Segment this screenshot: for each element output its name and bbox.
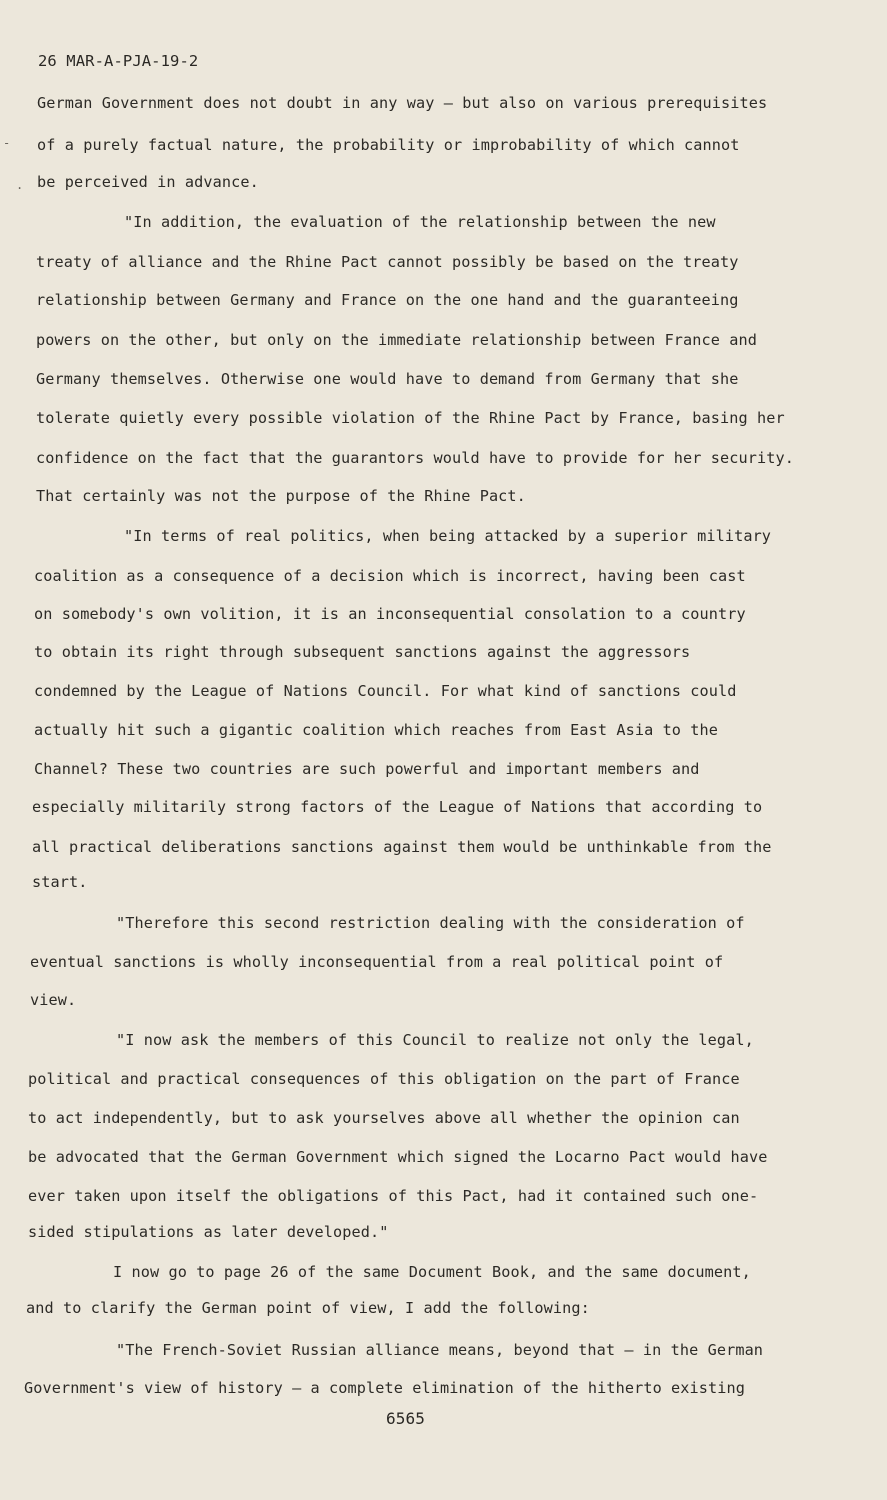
text-line: condemned by the League of Nations Council. For what kind of sanctions could [34,682,737,700]
text-line: tolerate quietly every possible violation of the Rhine Pact by France, basing her [36,409,785,427]
text-line: eventual sanctions is wholly inconsequential from a real political point of [30,953,724,971]
document-reference: 26 MAR-A-PJA-19-2 [38,52,199,70]
text-line: Channel? These two countries are such powerful and important members and [34,760,700,778]
text-line: start. [32,873,88,891]
text-line: on somebody's own volition, it is an inconsequential consolation to a country [34,605,746,623]
margin-mark: . [16,178,24,192]
text-line: be perceived in advance. [37,173,259,191]
text-line: treaty of alliance and the Rhine Pact cannot possibly be based on the treaty [36,253,739,271]
text-line: "I now ask the members of this Council to realize not only the legal, [116,1031,754,1049]
page-number: 6565 [386,1409,425,1428]
text-line: to act independently, but to ask yourselves above all whether the opinion can [28,1109,740,1127]
text-line: relationship between Germany and France on the one hand and the guaranteeing [36,291,739,309]
text-line: "Therefore this second restriction dealing with the consideration of [116,914,745,932]
text-line: "In terms of real politics, when being attacked by a superior military [124,527,772,545]
text-line: powers on the other, but only on the immediate relationship between France and [36,331,758,349]
text-line: confidence on the fact that the guarantors would have to provide for her security. [36,449,794,467]
text-line: view. [30,991,77,1009]
text-line: political and practical consequences of this obligation on the part of France [28,1070,740,1088]
text-line: be advocated that the German Government which signed the Locarno Pact would have [28,1148,768,1166]
text-line: sided stipulations as later developed." [28,1223,389,1241]
text-line: "In addition, the evaluation of the relationship between the new [124,213,716,231]
text-line: all practical deliberations sanctions against them would be unthinkable from the [32,838,772,856]
margin-mark: - [3,136,11,150]
text-line: Government's view of history — a complete elimination of the hitherto existing [24,1379,746,1397]
text-line: German Government does not doubt in any way — but also on various prerequisites [37,94,768,112]
text-line: of a purely factual nature, the probability or improbability of which cannot [37,136,740,154]
text-line: ever taken upon itself the obligations of this Pact, had it contained such one- [28,1187,759,1205]
text-line: I now go to page 26 of the same Document Book, and the same document, [113,1263,751,1281]
text-line: actually hit such a gigantic coalition which reaches from East Asia to the [34,721,719,739]
text-line: "The French-Soviet Russian alliance means, beyond that — in the German [116,1341,764,1359]
text-line: That certainly was not the purpose of the Rhine Pact. [36,487,526,505]
text-line: Germany themselves. Otherwise one would have to demand from Germany that she [36,370,739,388]
text-line: and to clarify the German point of view, I add the following: [26,1299,590,1317]
text-line: coalition as a consequence of a decision which is incorrect, having been cast [34,567,746,585]
text-line: especially militarily strong factors of the League of Nations that according to [32,798,763,816]
text-line: to obtain its right through subsequent sanctions against the aggressors [34,643,691,661]
